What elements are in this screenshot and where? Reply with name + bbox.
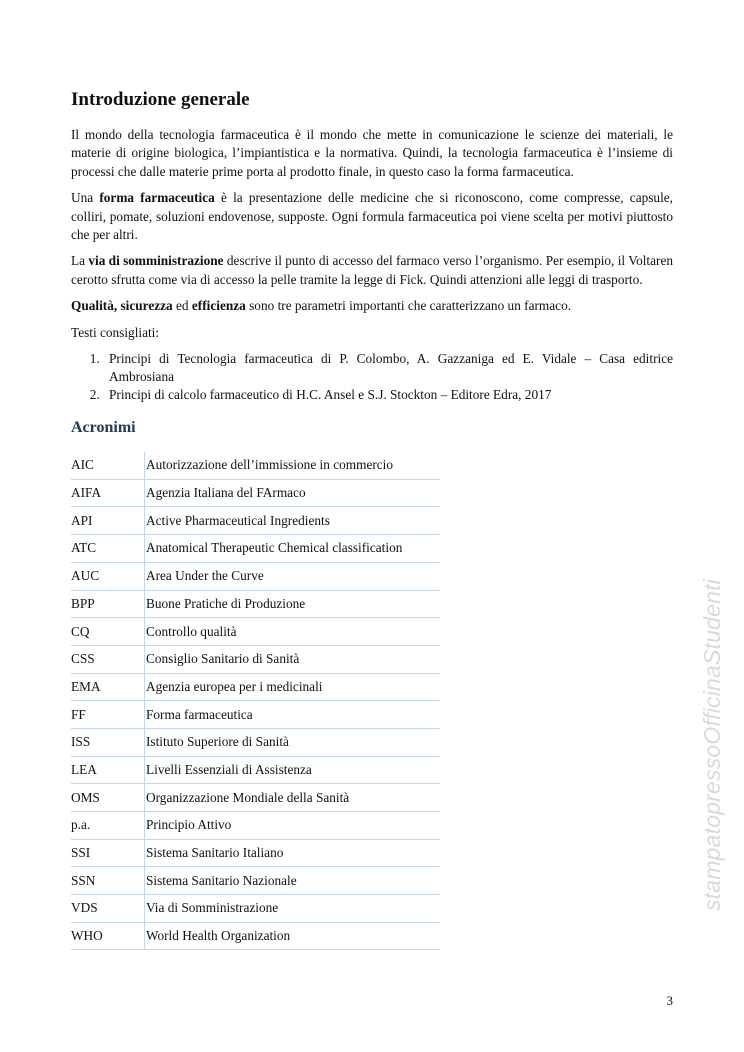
acronym-cell: SSI xyxy=(71,839,145,867)
table-row xyxy=(71,728,440,756)
table-row xyxy=(71,895,440,923)
acronym-cell: VDS xyxy=(71,895,145,923)
table-row xyxy=(71,839,440,867)
acronym-cell: ATC xyxy=(71,535,145,563)
table-row xyxy=(71,673,440,701)
acronym-description-cell: Livelli Essenziali di Assistenza xyxy=(145,756,441,784)
acronym-description-cell: Agenzia Italiana del FArmaco xyxy=(145,479,441,507)
text-span: descrive il punto di accesso del farmaco verso l’organismo. Per esempio, il Voltaren cerotto sfrutta come via di accesso la pelle tramite la legge di Fick. Quindi attenzioni alle leggi di trasporto. xyxy=(71,253,673,287)
acronym-cell: AUC xyxy=(71,562,145,590)
acronym-cell: OMS xyxy=(71,784,145,812)
acronym-cell: AIC xyxy=(71,452,145,479)
acronym-cell: LEA xyxy=(71,756,145,784)
references-list xyxy=(71,350,673,404)
bold-term: efficienza xyxy=(191,298,246,314)
table-row xyxy=(71,784,440,812)
paragraph-forma-farmaceutica xyxy=(71,189,673,244)
paragraph-qualita xyxy=(71,297,673,315)
table-row xyxy=(71,701,440,729)
acronym-description-cell: Consiglio Sanitario di Sanità xyxy=(145,645,441,673)
acronym-cell: CSS xyxy=(71,645,145,673)
acronym-cell: EMA xyxy=(71,673,145,701)
acronym-cell: p.a. xyxy=(71,812,145,840)
acronym-description-cell: Principio Attivo xyxy=(145,812,441,840)
table-row xyxy=(71,867,440,895)
acronym-description-cell: Buone Pratiche di Produzione xyxy=(145,590,441,618)
reference-item: 1. Principi di Tecnologia farmaceutica di P. Colombo, A. Gazzaniga ed E. Vidale – Casa editrice Ambrosiana xyxy=(103,350,673,386)
acronym-description-cell: World Health Organization xyxy=(145,922,441,950)
acronym-description-cell: Organizzazione Mondiale della Sanità xyxy=(145,784,441,812)
acronym-description-cell: Agenzia europea per i medicinali xyxy=(145,673,441,701)
bold-term: Qualità, sicurezza xyxy=(71,298,173,314)
table-row xyxy=(71,756,440,784)
acronym-cell: SSN xyxy=(71,867,145,895)
table-row xyxy=(71,618,440,646)
acronym-description-cell: Active Pharmaceutical Ingredients xyxy=(145,507,441,535)
text-span: sono tre parametri importanti che caratterizzano un farmaco. xyxy=(245,298,572,314)
table-row xyxy=(71,479,440,507)
acronym-cell: BPP xyxy=(71,590,145,618)
acronym-cell: AIFA xyxy=(71,479,145,507)
acronym-description-cell: Anatomical Therapeutic Chemical classification xyxy=(145,535,441,563)
table-row xyxy=(71,535,440,563)
paragraph-via-somministrazione xyxy=(71,252,673,289)
acronym-description-cell: Via di Somministrazione xyxy=(145,895,441,923)
bold-term: forma farmaceutica xyxy=(99,190,215,206)
acronym-cell: WHO xyxy=(71,922,145,950)
text-span: è la presentazione delle medicine che si riconoscono, come compresse, capsule, colliri, pomate, soluzioni endovenose, supposte. Ogni formula farmaceutica poi viene scelta per motivi piuttosto che per altri. xyxy=(71,190,674,243)
acronym-description-cell: Area Under the Curve xyxy=(145,562,441,590)
table-row xyxy=(71,507,440,535)
acronym-cell: CQ xyxy=(71,618,145,646)
acronym-description-cell: Istituto Superiore di Sanità xyxy=(145,728,441,756)
acronym-description-cell: Forma farmaceutica xyxy=(145,701,441,729)
bold-term: via di somministrazione xyxy=(88,253,224,269)
table-row xyxy=(71,812,440,840)
acronym-description-cell: Controllo qualità xyxy=(145,618,441,646)
paragraph-intro: Il mondo della tecnologia farmaceutica è il mondo che mette in comunicazione le scienze dei materiali, le materie di origine biologica, l’impiantistica e la normativa. Quindi, la tecnologia farmaceutica è l’insieme di processi che dalle materie prime porta al prodotto finale, in questo caso la forma farmaceutica. xyxy=(71,127,673,179)
acronym-cell: ISS xyxy=(71,728,145,756)
acronym-description-cell: Sistema Sanitario Nazionale xyxy=(145,867,441,895)
text-span: La xyxy=(71,253,89,269)
reference-item: 2. Principi di calcolo farmaceutico di H.C. Ansel e S.J. Stockton – Editore Edra, 2017 xyxy=(103,386,673,404)
section-title-acronimi: Acronimi xyxy=(71,419,136,437)
table-row xyxy=(71,590,440,618)
text-span: ed xyxy=(172,298,192,314)
references-label: Testi consigliati: xyxy=(71,324,160,340)
section-title-introduzione: Introduzione generale xyxy=(71,89,250,110)
table-row xyxy=(71,645,440,673)
table-row xyxy=(71,562,440,590)
document-page xyxy=(71,88,673,950)
acronym-cell: FF xyxy=(71,701,145,729)
table-row xyxy=(71,922,440,950)
acronym-description-cell: Autorizzazione dell’immissione in commercio xyxy=(145,452,441,479)
text-span: Una xyxy=(71,190,100,206)
acronyms-table-body xyxy=(71,452,440,950)
acronyms-table xyxy=(71,452,440,950)
watermark: stampatopressoOfficinaStudenti xyxy=(699,579,725,912)
acronym-description-cell: Sistema Sanitario Italiano xyxy=(145,839,441,867)
page-number: 3 xyxy=(666,993,673,1008)
acronym-cell: API xyxy=(71,507,145,535)
table-row xyxy=(71,452,440,479)
